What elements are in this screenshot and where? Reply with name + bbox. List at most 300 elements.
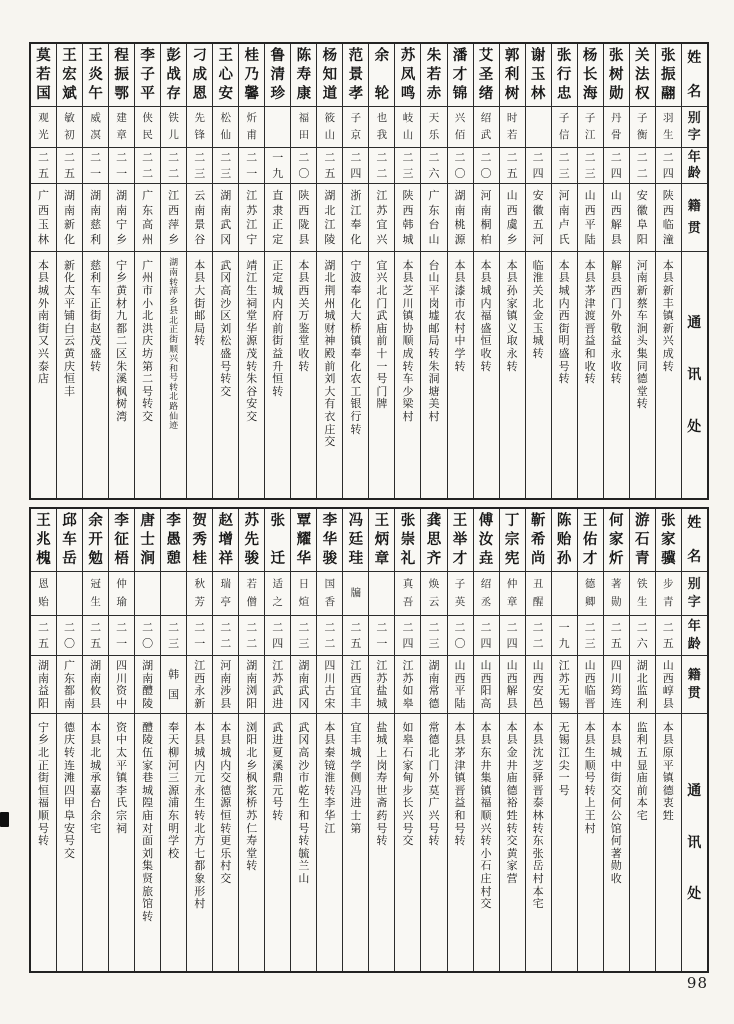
address-cell: 本 县 茅 津 渡 晋 益 和 收 转: [578, 251, 603, 498]
address-cell: 本 县 新 丰 镇 新 兴 成 转: [656, 251, 681, 498]
name-cell: 靳 希 尚: [530, 513, 546, 567]
person-column: [290, 44, 316, 498]
native-cell: 湖 南 慈 利: [83, 183, 108, 251]
courtesy-cell: 丹 骨: [604, 106, 629, 147]
person-column: [394, 509, 420, 971]
address-cell: 醴 陵 伍 家 巷 城 隍 庙 对 面 刘 集 贤 旅 馆 转: [135, 713, 160, 971]
address-cell: 本 县 孙 家 镇 义 取 永 转: [500, 251, 525, 498]
address-cell: 台 山 平 岗 墟 邮 局 转 朱 洞 塘 美 村: [421, 251, 446, 498]
native-cell: 广 西 玉 林: [31, 183, 56, 251]
name-cell: 唐 士 涧: [140, 513, 155, 567]
age-cell: 二 三: [161, 615, 186, 655]
native-cell: 湖 北 监 利: [630, 655, 655, 713]
name-cell: 王 兆 槐: [36, 513, 51, 567]
courtesy-cell: 福 田: [291, 106, 316, 147]
native-cell: 湖 北 江 陵: [317, 183, 342, 251]
courtesy-cell: 炘 甫: [239, 106, 264, 147]
courtesy-cell: 岐 山: [395, 106, 420, 147]
name-cell: 何 家 炘: [608, 513, 624, 567]
age-cell: 二 四: [343, 147, 368, 183]
directory-table-top: [29, 42, 709, 500]
native-cell: 安 徽 五 河: [526, 183, 551, 251]
name-cell: 张 迁: [270, 513, 286, 567]
person-column: [316, 44, 342, 498]
person-column: [186, 44, 212, 498]
person-column: [499, 509, 525, 971]
address-cell: 盐 城 上 岗 寿 世 斋 药 号 转: [369, 713, 394, 971]
native-cell: 江 苏 宜 兴: [369, 183, 394, 251]
name-cell: 范 景 孝: [348, 48, 364, 102]
native-cell: 湖 南 常 德: [421, 655, 446, 713]
courtesy-cell: 焕 云: [421, 571, 446, 615]
age-cell: 二 四: [474, 615, 499, 655]
name-cell: 李 子 平: [140, 48, 155, 102]
age-cell: 一 九: [265, 147, 290, 183]
native-cell: 河 南 卢 氏: [552, 183, 577, 251]
native-cell: 陕 西 临 潼: [656, 183, 681, 251]
native-cell: 湖 南 攸 县: [83, 655, 108, 713]
native-cell: 湖 南 武 冈: [291, 655, 316, 713]
address-cell: 如 皋 石 家 甸 步 长 兴 号 交: [395, 713, 420, 971]
person-column: [447, 509, 473, 971]
age-cell: 二 六: [421, 147, 446, 183]
age-cell: 二 三: [213, 147, 238, 183]
address-cell: 本 县 芝 川 镇 协 顺 成 转 车 少 梁 村: [395, 251, 420, 498]
courtesy-cell: 威 凕: [83, 106, 108, 147]
person-column: [447, 44, 473, 498]
person-column: [577, 44, 603, 498]
person-column: [108, 44, 134, 498]
courtesy-cell: 绍 武: [474, 106, 499, 147]
name-cell: 陈 寿 康: [296, 48, 312, 102]
name-cell: 鲁 清 珍: [270, 48, 286, 102]
person-column: [31, 44, 56, 498]
courtesy-cell: [369, 571, 394, 615]
name-cell: 王 举 才: [452, 513, 468, 567]
courtesy-cell: [552, 571, 577, 615]
native-cell: 湖 南 益 阳: [31, 655, 56, 713]
address-cell: 武 进 夏 溪 鼎 元 号 转: [265, 713, 290, 971]
courtesy-cell: [57, 571, 82, 615]
address-cell: 宁 乡 北 正 街 恒 福 顺 号 转: [31, 713, 56, 971]
native-cell: 山 西 临 晋: [578, 655, 603, 713]
address-cell: 奉 天 柳 河 三 源 浦 东 明 学 校: [161, 713, 186, 971]
name-cell: 王 炳 章: [374, 513, 390, 567]
person-column: [655, 509, 681, 971]
courtesy-cell: 子 京: [343, 106, 368, 147]
person-column: [342, 509, 368, 971]
address-cell: 无 锡 江 尖 一 号: [552, 713, 577, 971]
person-column: [551, 509, 577, 971]
address-cell: 常 德 北 门 外 莫 广 兴 号 转: [421, 713, 446, 971]
age-cell: 二 〇: [135, 615, 160, 655]
native-cell: 四 川 资 中: [109, 655, 134, 713]
courtesy-cell: [526, 106, 551, 147]
native-cell: 安 徽 阜 阳: [630, 183, 655, 251]
native-cell: 广 东 台 山: [421, 183, 446, 251]
person-column: [420, 509, 446, 971]
age-cell: 二 二: [369, 147, 394, 183]
name-cell: 谢 玉 林: [530, 48, 546, 102]
address-cell: 资 中 太 平 镇 李 氏 宗 祠: [109, 713, 134, 971]
age-cell: 二 四: [526, 147, 551, 183]
name-cell: 陈 贻 孙: [556, 513, 572, 567]
person-column: [212, 509, 238, 971]
courtesy-cell: 兴 佰: [448, 106, 473, 147]
native-cell: 江 苏 无 锡: [552, 655, 577, 713]
name-cell: 王 佑 才: [582, 513, 598, 567]
age-cell: 二 五: [31, 615, 56, 655]
native-cell: 山 西 崞 县: [656, 655, 681, 713]
address-cell: 本 县 东 井 集 镇 福 顺 兴 转 小 石 庄 村 交: [474, 713, 499, 971]
age-cell: 二 一: [109, 147, 134, 183]
header-age: 年 龄: [682, 147, 707, 183]
header-column: [681, 509, 707, 971]
courtesy-cell: 牖: [343, 571, 368, 615]
address-cell: 武 冈 高 沙 市 乾 生 和 号 转 毓 兰 山: [291, 713, 316, 971]
native-cell: 韩 国: [161, 655, 186, 713]
person-column: [525, 509, 551, 971]
person-column: [134, 509, 160, 971]
address-cell: 湖 北 荆 州 城 财 神 殿 前 刘 大 有 衣 庄 交: [317, 251, 342, 498]
scan-artifact-mark: [0, 812, 9, 827]
address-cell: 解 县 西 门 外 敬 益 永 收 转: [604, 251, 629, 498]
age-cell: 二 〇: [57, 615, 82, 655]
name-cell: 赵 增 祥: [218, 513, 233, 567]
native-cell: 四 川 筠 连: [604, 655, 629, 713]
address-cell: 本 县 大 街 邮 局 转: [187, 251, 212, 498]
name-cell: 李 征 梧: [114, 513, 129, 567]
person-column: [629, 44, 655, 498]
native-cell: 湖 南 桃 源: [448, 183, 473, 251]
age-cell: 二 〇: [291, 147, 316, 183]
person-column: [603, 509, 629, 971]
address-cell: 本 县 城 外 南 街 又 兴 泰 店: [31, 251, 56, 498]
courtesy-cell: 时 若: [500, 106, 525, 147]
address-cell: 正 定 城 内 府 前 街 益 升 恒 转: [265, 251, 290, 498]
address-cell: 本 县 城 中 街 交 何 公 馆 何 著 勋 收: [604, 713, 629, 971]
courtesy-cell: 子 江: [578, 106, 603, 147]
name-cell: 关 法 权: [634, 48, 650, 102]
courtesy-cell: 子 信: [552, 106, 577, 147]
address-cell: 宁 波 奉 化 大 桥 镇 奉 化 农 工 银 行 转: [343, 251, 368, 498]
person-column: [56, 509, 82, 971]
person-column: [368, 509, 394, 971]
address-cell: 宜 兴 北 门 武 庙 前 十 一 号 门 牌: [369, 251, 394, 498]
native-cell: 江 苏 武 进: [265, 655, 290, 713]
person-column: [264, 509, 290, 971]
courtesy-cell: 建 章: [109, 106, 134, 147]
page-number: 98: [686, 974, 708, 992]
person-column: [56, 44, 82, 498]
name-cell: 覃 耀 华: [296, 513, 312, 567]
courtesy-cell: 步 青: [656, 571, 681, 615]
age-cell: 二 五: [31, 147, 56, 183]
courtesy-cell: 德 卿: [578, 571, 603, 615]
native-cell: 直 隶 正 定: [265, 183, 290, 251]
age-cell: 二 一: [109, 615, 134, 655]
name-cell: 艾 圣 绪: [478, 48, 494, 102]
native-cell: 山 西 平 陆: [578, 183, 603, 251]
name-cell: 张 崇 礼: [400, 513, 416, 567]
name-cell: 李 愚 憩: [166, 513, 181, 567]
native-cell: 山 西 平 陆: [448, 655, 473, 713]
age-cell: 二 一: [369, 615, 394, 655]
name-cell: 张 家 骥: [661, 513, 676, 567]
native-cell: 山 西 安 邑: [526, 655, 551, 713]
name-cell: 潘 才 锦: [452, 48, 468, 102]
age-cell: 二 四: [395, 615, 420, 655]
courtesy-cell: 仲 章: [500, 571, 525, 615]
address-cell: 德 庆 转 连 滩 四 甲 阜 安 号 交: [57, 713, 82, 971]
courtesy-cell: [161, 571, 186, 615]
address-cell: 本 县 漆 市 农 村 中 学 转: [448, 251, 473, 498]
address-cell: 本 县 茅 津 镇 晋 益 和 号 转: [448, 713, 473, 971]
native-cell: 云 南 景 谷: [187, 183, 212, 251]
native-cell: 江 西 萍 乡: [161, 183, 186, 251]
age-cell: 二 四: [656, 147, 681, 183]
native-cell: 广 东 都 南: [57, 655, 82, 713]
name-cell: 邱 车 岳: [62, 513, 77, 567]
name-cell: 贺 秀 桂: [192, 513, 207, 567]
address-cell: 本 县 生 顺 号 转 上 王 村: [578, 713, 603, 971]
age-cell: 二 五: [656, 615, 681, 655]
name-cell: 桂 乃 馨: [244, 48, 260, 102]
person-column: [108, 509, 134, 971]
person-column: [342, 44, 368, 498]
age-cell: 二 三: [421, 615, 446, 655]
person-column: [473, 509, 499, 971]
address-cell: 武 冈 高 沙 区 刘 松 盛 号 转 交: [213, 251, 238, 498]
native-cell: 陕 西 陇 县: [291, 183, 316, 251]
person-column: [420, 44, 446, 498]
person-column: [160, 509, 186, 971]
courtesy-cell: 子 衡: [630, 106, 655, 147]
person-column: [316, 509, 342, 971]
age-cell: 二 三: [552, 147, 577, 183]
name-cell: 余 开 勉: [88, 513, 103, 567]
address-cell: 本 县 金 井 庙 德 裕 甡 转 交 黄 家 营: [500, 713, 525, 971]
address-cell: 靖 江 生 祠 堂 华 源 茂 转 朱 谷 安 交: [239, 251, 264, 498]
age-cell: 二 二: [213, 615, 238, 655]
courtesy-cell: 丑 醒: [526, 571, 551, 615]
age-cell: 二 五: [343, 615, 368, 655]
courtesy-cell: 观 光: [31, 106, 56, 147]
person-column: [264, 44, 290, 498]
age-cell: 二 二: [239, 615, 264, 655]
person-column: [238, 509, 264, 971]
age-cell: 二 五: [83, 615, 108, 655]
person-column: [577, 509, 603, 971]
person-column: [499, 44, 525, 498]
person-column: [655, 44, 681, 498]
native-cell: 湖 南 浏 阳: [239, 655, 264, 713]
courtesy-cell: 筱 山: [317, 106, 342, 147]
name-cell: 程 振 鄂: [114, 48, 129, 102]
name-cell: 傅 汝 垚: [478, 513, 494, 567]
name-cell: 冯 廷 珪: [348, 513, 364, 567]
native-cell: 湖 南 醴 陵: [135, 655, 160, 713]
address-cell: 广 州 市 小 北 洪 庆 坊 第 二 号 转 交: [135, 251, 160, 498]
age-cell: 二 一: [187, 615, 212, 655]
native-cell: 四 川 古 宋: [317, 655, 342, 713]
age-cell: 二 三: [187, 147, 212, 183]
name-cell: 游 石 青: [634, 513, 650, 567]
courtesy-cell: 先 锋: [187, 106, 212, 147]
age-cell: 二 二: [526, 615, 551, 655]
age-cell: 二 〇: [474, 147, 499, 183]
address-cell: 本 县 城 内 元 永 生 转 北 方 七 都 象 形 村: [187, 713, 212, 971]
courtesy-cell: 真 吾: [395, 571, 420, 615]
age-cell: 二 四: [265, 615, 290, 655]
person-column: [629, 509, 655, 971]
address-cell: 临 淮 关 北 金 玉 城 转: [526, 251, 551, 498]
courtesy-cell: 瑞 亭: [213, 571, 238, 615]
name-cell: 王 炎 午: [88, 48, 103, 102]
courtesy-cell: 天 乐: [421, 106, 446, 147]
age-cell: 二 四: [500, 615, 525, 655]
name-cell: 莫 若 国: [36, 48, 51, 102]
age-cell: 二 二: [135, 147, 160, 183]
person-column: [394, 44, 420, 498]
courtesy-cell: 适 之: [265, 571, 290, 615]
native-cell: 江 苏 江 宁: [239, 183, 264, 251]
age-cell: 二 〇: [448, 615, 473, 655]
native-cell: 湖 南 宁 乡: [109, 183, 134, 251]
age-cell: 二 三: [291, 615, 316, 655]
address-cell: 本 县 西 关 万 鉴 堂 收 转: [291, 251, 316, 498]
age-cell: 二 五: [57, 147, 82, 183]
age-cell: 二 三: [395, 147, 420, 183]
header-courtesy: 别 字: [682, 106, 707, 147]
courtesy-cell: 国 香: [317, 571, 342, 615]
name-cell: 彭 战 存: [166, 48, 181, 102]
native-cell: 陕 西 韩 城: [395, 183, 420, 251]
courtesy-cell: 日 煊: [291, 571, 316, 615]
header-name: 姓 名: [687, 50, 702, 100]
age-cell: 二 五: [604, 615, 629, 655]
name-cell: 杨 长 海: [582, 48, 598, 102]
name-cell: 余 轮: [374, 48, 390, 102]
native-cell: 湖 南 武 冈: [213, 183, 238, 251]
header-courtesy: 别 字: [682, 571, 707, 615]
address-cell: 慈 利 车 正 街 赵 茂 盛 转: [83, 251, 108, 498]
address-cell: 宁 乡 黄 材 九 都 二 区 朱 溪 枫 树 湾: [109, 251, 134, 498]
header-address: 通 讯 处: [682, 713, 707, 971]
name-cell: 苏 凤 鸣: [400, 48, 416, 102]
age-cell: 二 二: [630, 147, 655, 183]
person-column: [368, 44, 394, 498]
name-cell: 苏 先 骏: [244, 513, 260, 567]
age-cell: 二 四: [604, 147, 629, 183]
address-cell: 监 利 五 显 庙 前 本 宅: [630, 713, 655, 971]
person-column: [238, 44, 264, 498]
courtesy-cell: 松 仙: [213, 106, 238, 147]
address-cell: 本 县 原 平 镇 德 衷 甡: [656, 713, 681, 971]
courtesy-cell: 著 勋: [604, 571, 629, 615]
courtesy-cell: 秋 芳: [187, 571, 212, 615]
age-cell: 一 九: [552, 615, 577, 655]
header-age: 年 龄: [682, 615, 707, 655]
native-cell: 广 东 高 州: [135, 183, 160, 251]
age-cell: 二 五: [317, 147, 342, 183]
courtesy-cell: [135, 571, 160, 615]
native-cell: 江 苏 如 皋: [395, 655, 420, 713]
native-cell: 山 西 虞 乡: [500, 183, 525, 251]
age-cell: 二 二: [161, 147, 186, 183]
address-cell: 本 县 城 内 福 盛 恒 收 转: [474, 251, 499, 498]
age-cell: 二 六: [630, 615, 655, 655]
courtesy-cell: 冠 生: [83, 571, 108, 615]
courtesy-cell: 也 我: [369, 106, 394, 147]
address-cell: 湖 南 转 萍 乡 县 北 正 街 顺 兴 和 号 转 北 路 仙 迹: [161, 251, 186, 498]
person-column: [525, 44, 551, 498]
name-cell: 刁 成 恩: [192, 48, 207, 102]
courtesy-cell: 恩 贻: [31, 571, 56, 615]
name-cell: 杨 知 道: [322, 48, 338, 102]
header-name: 姓 名: [687, 515, 702, 565]
courtesy-cell: 子 英: [448, 571, 473, 615]
native-cell: 山 西 阳 高: [474, 655, 499, 713]
age-cell: 二 三: [578, 615, 603, 655]
person-column: [134, 44, 160, 498]
address-cell: 浏 阳 北 乡 枫 浆 桥 苏 仁 寿 堂 转: [239, 713, 264, 971]
name-cell: 张 振 翮: [661, 48, 676, 102]
person-column: [82, 44, 108, 498]
courtesy-cell: 敏 初: [57, 106, 82, 147]
address-cell: 本 县 沈 芝 驿 晋 泰 林 转 东 张 岳 村 本 宅: [526, 713, 551, 971]
name-cell: 张 树 勋: [608, 48, 624, 102]
address-cell: 本 县 城 内 西 街 明 盛 号 转: [552, 251, 577, 498]
native-cell: 河 南 桐 柏: [474, 183, 499, 251]
age-cell: 二 一: [239, 147, 264, 183]
header-column: [681, 44, 707, 498]
address-cell: 本 县 北 城 承 嘉 台 余 宅: [83, 713, 108, 971]
person-column: [603, 44, 629, 498]
directory-table-bottom: [29, 507, 709, 973]
person-column: [186, 509, 212, 971]
courtesy-cell: 铁 生: [630, 571, 655, 615]
native-cell: 江 西 永 新: [187, 655, 212, 713]
native-cell: 湖 南 新 化: [57, 183, 82, 251]
name-cell: 李 华 骏: [322, 513, 338, 567]
courtesy-cell: [265, 106, 290, 147]
courtesy-cell: 若 僧: [239, 571, 264, 615]
person-column: [551, 44, 577, 498]
name-cell: 张 行 忠: [556, 48, 572, 102]
age-cell: 二 五: [500, 147, 525, 183]
native-cell: 江 西 宜 丰: [343, 655, 368, 713]
courtesy-cell: 侠 民: [135, 106, 160, 147]
address-cell: 本 县 秦 镜 淮 转 李 华 江: [317, 713, 342, 971]
person-column: [31, 509, 56, 971]
header-native: 籍 贯: [682, 183, 707, 251]
native-cell: 浙 江 奉 化: [343, 183, 368, 251]
person-column: [160, 44, 186, 498]
age-cell: 二 〇: [448, 147, 473, 183]
person-column: [82, 509, 108, 971]
courtesy-cell: 铁 儿: [161, 106, 186, 147]
age-cell: 二 二: [317, 615, 342, 655]
courtesy-cell: 仲 瑜: [109, 571, 134, 615]
header-address: 通 讯 处: [682, 251, 707, 498]
age-cell: 二 三: [578, 147, 603, 183]
courtesy-cell: 羽 生: [656, 106, 681, 147]
person-column: [290, 509, 316, 971]
native-cell: 山 西 解 县: [604, 183, 629, 251]
name-cell: 王 宏 斌: [62, 48, 77, 102]
courtesy-cell: 绍 丞: [474, 571, 499, 615]
